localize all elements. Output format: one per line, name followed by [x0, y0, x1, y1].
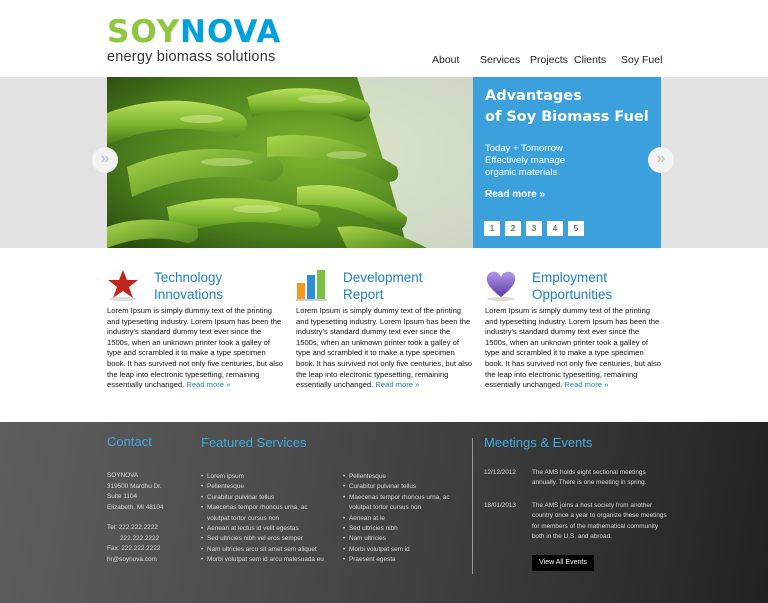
contact-address-line: Elizabeth, MI 48104 [107, 503, 164, 511]
feature-read-more-link[interactable]: Read more » [186, 380, 231, 390]
nav-projects[interactable]: Projects [530, 54, 568, 66]
nav-about[interactable]: About [432, 54, 460, 66]
service-item[interactable]: • Nam ultricies arcu sit amet sem aliquet [201, 545, 324, 555]
service-item[interactable]: • Maecenas tempor rhoncus urna, ac [343, 493, 450, 503]
service-item[interactable]: • Sed ultricies nibh [343, 524, 450, 534]
service-item[interactable]: • Nam ultricies [343, 534, 450, 544]
feature-title-line2: Opportunities [532, 287, 613, 302]
feature-body [296, 306, 474, 391]
slider-pager [484, 221, 584, 236]
feature-title-line2: Innovations [154, 287, 224, 302]
contact-details [107, 471, 164, 565]
contact-heading: Contact [107, 434, 152, 449]
slider-page-2[interactable]: 2 [505, 221, 521, 236]
slider-next-arrow[interactable]: » [648, 147, 674, 173]
feature-title-line2: Report [343, 287, 384, 302]
featured-services-heading: Featured Services [201, 435, 307, 450]
service-item[interactable]: • Maecenas tempor rhoncus urna, ac [201, 503, 324, 513]
logo-part-nova: NOVA [180, 14, 282, 50]
hero-text [485, 143, 565, 179]
event-date: 18/01/2013 [484, 502, 516, 509]
slider-page-1[interactable]: 1 [484, 221, 500, 236]
feature-body-text: Lorem Ipsum is simply dummy text of the printing and typesetting industry. Lorem Ipsum has been the industry's standard dummy text ever since the 1500s, when an unknown printer took a galley of type and scrambled it to make a type specimen book. It has survived not only five centuries, but also the leap into electronic typesetting, remaining essentially unchanged. [485, 306, 662, 390]
service-item[interactable]: • Curabitur pulvinar tellus [343, 482, 450, 492]
service-item[interactable]: • Morbi volutpat sem id arcu malesuada eu [201, 555, 324, 565]
contact-tel-alt: 222.222.2222 [120, 534, 160, 542]
hero-slider [0, 77, 768, 248]
footer-divider [472, 438, 473, 574]
feature-body-text: Lorem Ipsum is simply dummy text of the printing and typesetting industry. Lorem Ipsum has been the industry's standard dummy text ever since the 1500s, when an unknown printer took a galley of type and scrambled it to make a type specimen book. It has survived not only five centuries, but also the leap into electronic typesetting, remaining essentially unchanged. [107, 306, 284, 390]
hero-panel [473, 77, 661, 248]
hero-title [485, 86, 649, 128]
service-item[interactable]: • Sed ultricies nibh vel eros semper [201, 534, 324, 544]
hero-title-line1: Advantages [485, 88, 582, 104]
meetings-events-heading: Meetings & Events [484, 435, 593, 450]
service-item[interactable]: • Morbi volutpat sem id [343, 545, 450, 555]
hero-text-line: Today + Tomorrow [485, 143, 563, 154]
event-date: 12/12/2012 [484, 469, 516, 476]
feature-read-more-link[interactable]: Read more » [375, 380, 420, 390]
contact-email-link[interactable]: hr@soynova.com [107, 555, 157, 563]
service-item-continuation[interactable]: volutpat tortor cursus non [349, 504, 422, 512]
contact-address-line: Suite 1104 [107, 493, 138, 500]
site-footer [0, 422, 768, 603]
service-item[interactable]: • Pellentesque [201, 482, 324, 492]
slider-page-3[interactable]: 3 [526, 221, 542, 236]
feature-title[interactable] [154, 269, 304, 303]
site-header [0, 0, 768, 77]
hero-text-line: Effectively manage [485, 155, 566, 166]
hero-image-edamame [107, 77, 473, 248]
service-item[interactable]: • Aenean at le [343, 514, 450, 524]
contact-company: SOYNOVA [107, 472, 139, 479]
logo-part-soy: SOY [107, 14, 181, 50]
feature-title-line1: Employment [532, 270, 608, 285]
service-item[interactable]: • Curabitur pulvinar tellus [201, 493, 324, 503]
contact-address-line: 319500 Mardhu Dr. [107, 482, 162, 490]
hero-text-line: organic materials. [485, 167, 560, 178]
slider-prev-arrow[interactable]: » [92, 147, 118, 173]
feature-title[interactable] [343, 269, 493, 303]
star-icon [107, 269, 141, 301]
feature-read-more-link[interactable]: Read more » [564, 380, 609, 390]
feature-body-text: Lorem Ipsum is simply dummy text of the printing and typesetting industry. Lorem Ipsum has been the industry's standard dummy text ever since the 1500s, when an unknown printer took a galley of type and scrambled it to make a type specimen book. It has survived not only five centuries, but also the leap into electronic typesetting, remaining essentially unchanged. [296, 306, 473, 390]
bar-chart-icon [296, 269, 330, 301]
service-item[interactable]: • Pellentesque [343, 472, 450, 482]
feature-body [107, 306, 285, 391]
nav-soy-fuel[interactable]: Soy Fuel [621, 54, 663, 66]
slider-page-5[interactable]: 5 [568, 221, 584, 236]
event-description[interactable]: The AMS holds eight sectional meetings annually. There is one meeting in spring. [532, 469, 647, 487]
hero-title-line2: of Soy Biomass Fuel [485, 109, 649, 125]
feature-title[interactable] [532, 269, 682, 303]
contact-fax: Fax: 222.222.2222 [107, 545, 161, 552]
slider-page-4[interactable]: 4 [547, 221, 563, 236]
main-nav [0, 54, 768, 68]
hero-read-more-link[interactable]: Read more » [485, 189, 546, 200]
services-list-col2 [343, 472, 450, 566]
services-list-col1 [201, 472, 324, 566]
service-item[interactable]: • Praesent egesta [343, 555, 450, 565]
service-item[interactable]: • Lorem ipsum [201, 472, 324, 482]
logo-tagline: energy biomass solutions [107, 49, 276, 65]
nav-services[interactable]: Services [480, 54, 521, 66]
feature-title-line1: Technology [154, 270, 223, 285]
service-item[interactable]: • Aenean at lectus id velit egestas [201, 524, 324, 534]
event-description[interactable]: The AMS joins a host society from another country once a year to organize these meetings for members of the mathematical community both in the U.S. and abroad. [532, 502, 667, 541]
contact-tel: Tel: 222.222.2222 [107, 524, 158, 531]
view-all-events-button[interactable]: View All Events [532, 555, 594, 571]
service-item-continuation[interactable]: volutpat tortor cursus non [207, 514, 280, 522]
heart-icon [485, 269, 519, 301]
logo-wordmark [107, 16, 281, 48]
feature-title-line1: Development [343, 270, 423, 285]
feature-body [485, 306, 663, 391]
nav-clients[interactable]: Clients [574, 54, 607, 66]
